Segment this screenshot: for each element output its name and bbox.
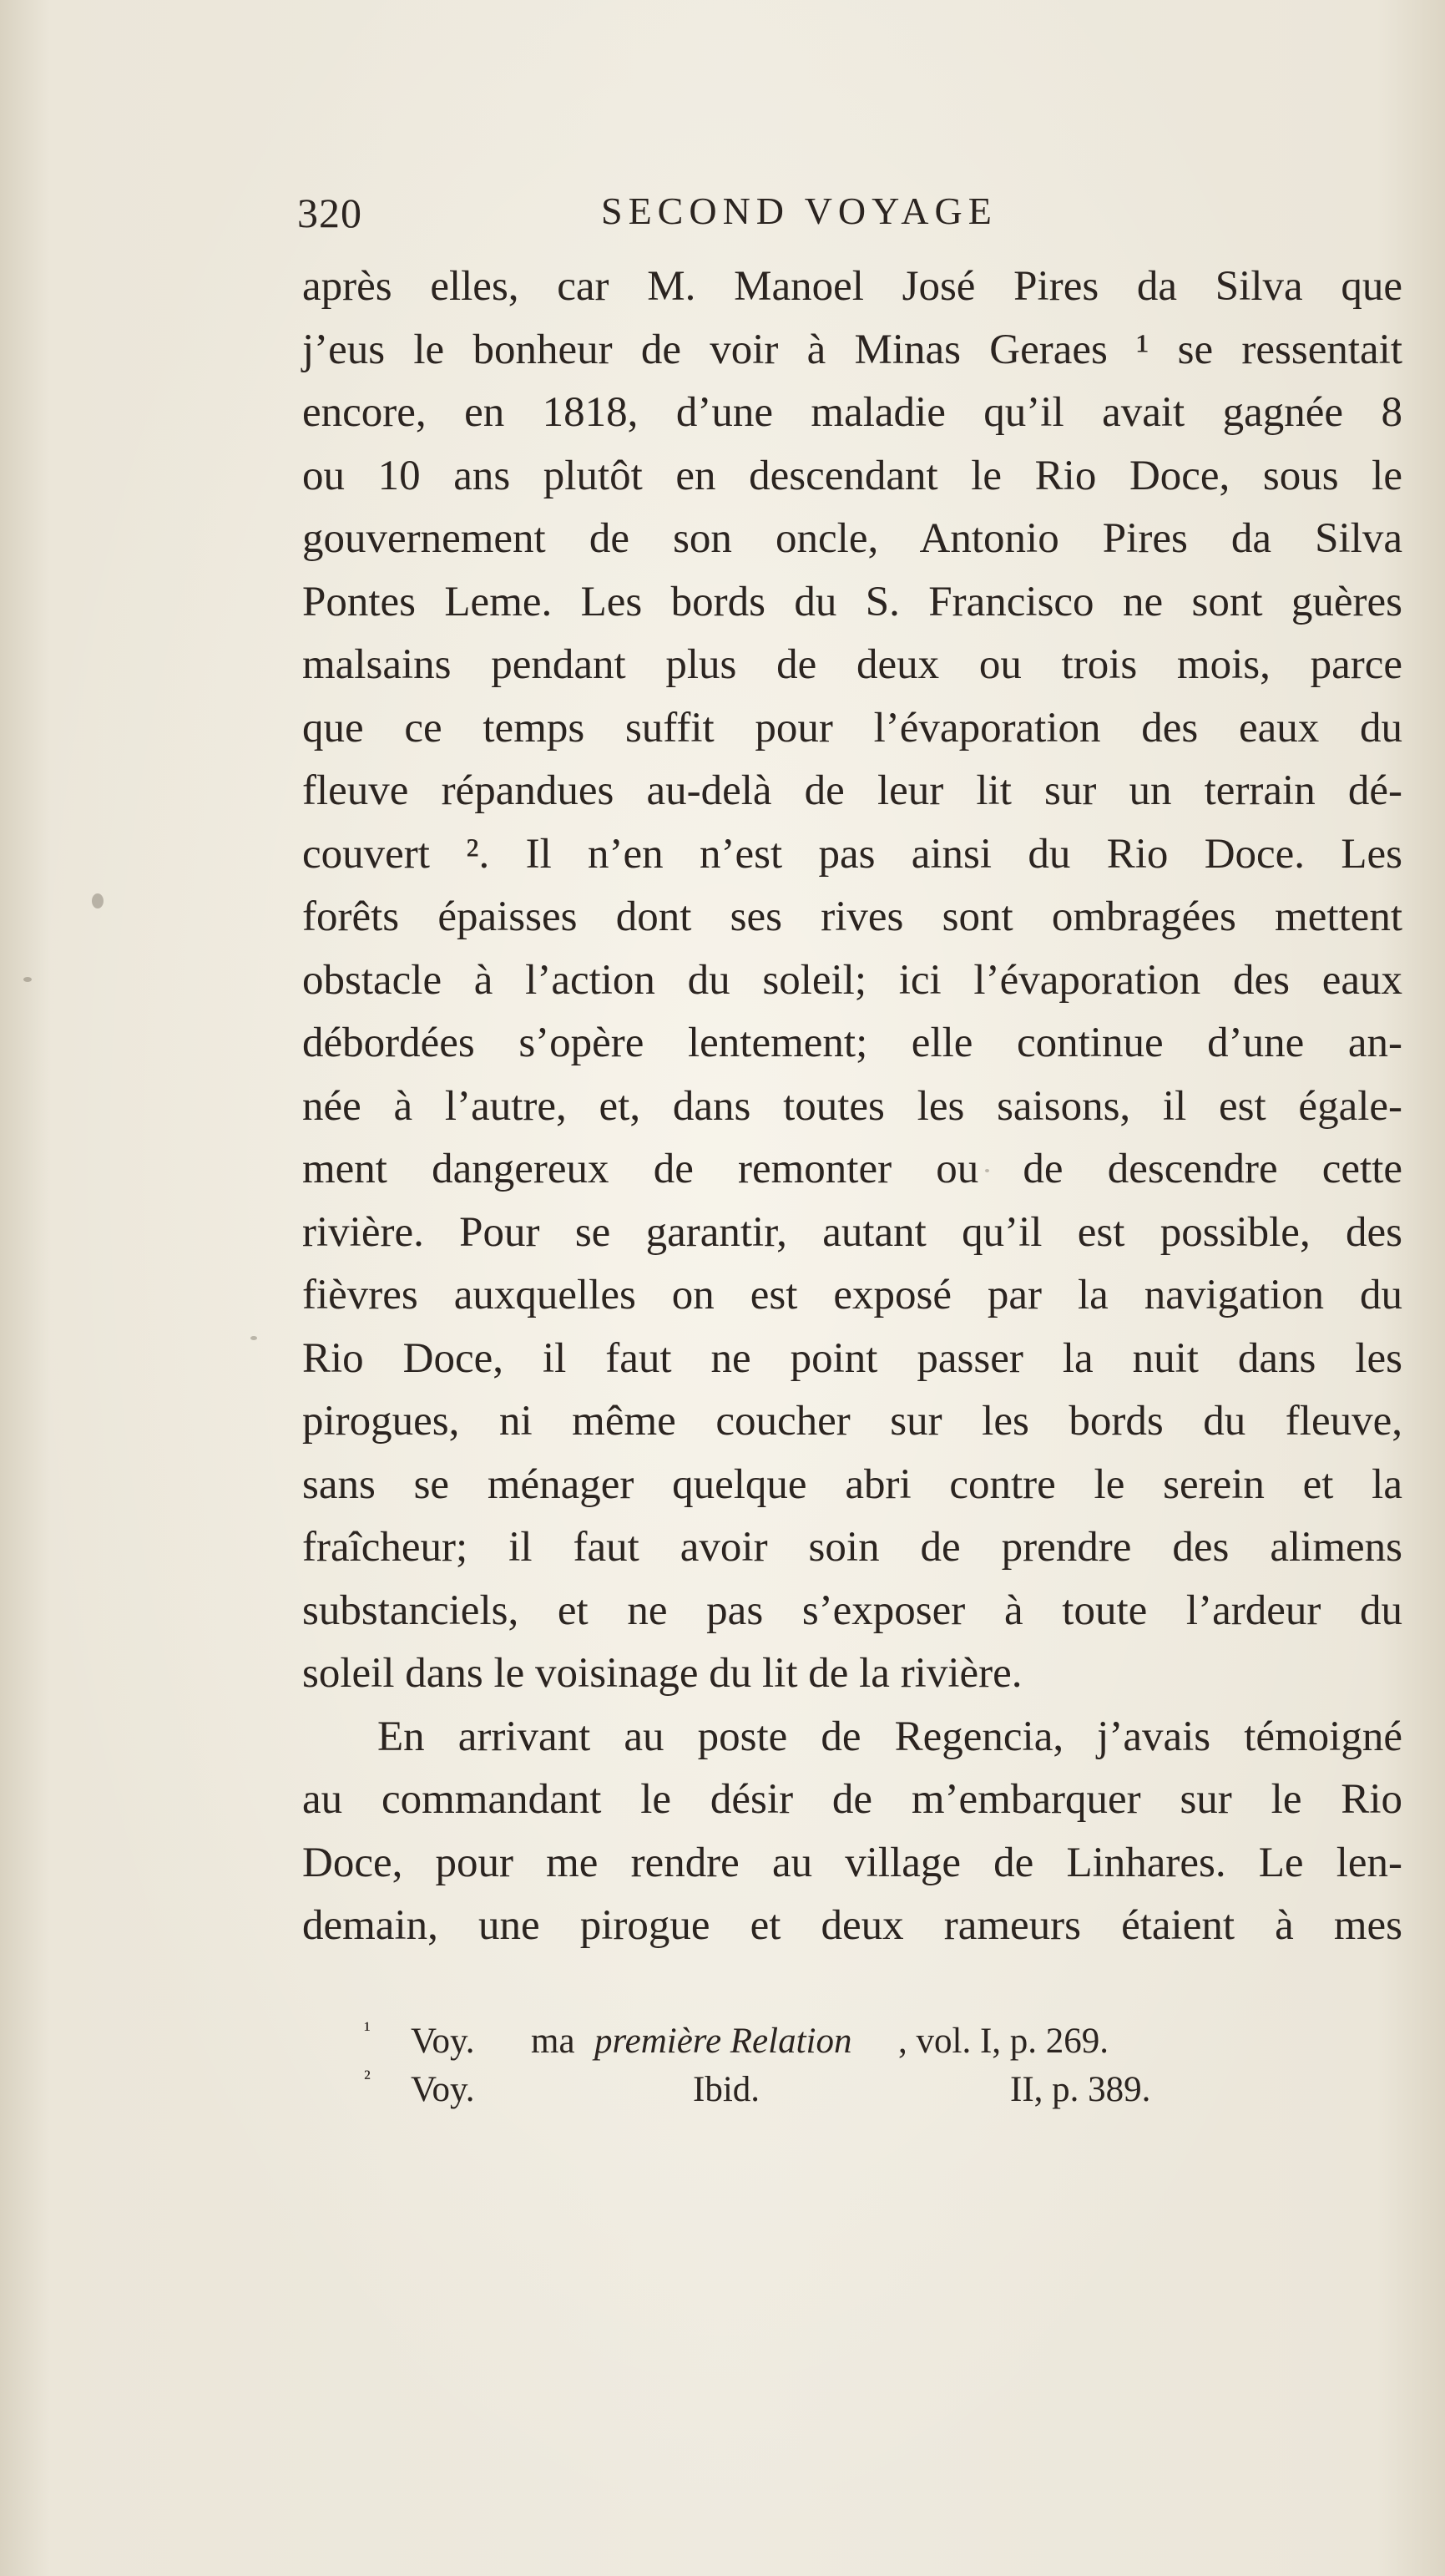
text-line: que ce temps suffit pour l’évaporation des eaux du (302, 704, 1402, 752)
footnote-mark: ² (364, 2066, 371, 2090)
text-line: soleil dans le voisinage du lit de la rivière. (302, 1650, 1023, 1697)
text-line: Doce, pour me rendre au village de Linhares. Le len- (302, 1839, 1402, 1886)
text-line: substanciels, et ne pas s’exposer à toute l’ardeur du (302, 1587, 1402, 1634)
text-line: fleuve répandues au-delà de leur lit sur un terrain dé- (302, 767, 1402, 814)
text-line: née à l’autre, et, dans toutes les saisons, il est égale- (302, 1082, 1402, 1130)
footnote-ma: ma (531, 2022, 575, 2061)
text-line: forêts épaisses dont ses rives sont ombragées mettent (302, 893, 1402, 940)
footnotes (364, 2017, 1274, 2118)
text-line: malsains pendant plus de deux ou trois mois, parce (302, 641, 1402, 688)
text-line: ou 10 ans plutôt en descendant le Rio Doce, sous le (302, 452, 1402, 499)
footnote-voy: Voy. (411, 2070, 475, 2109)
paper-speck (23, 977, 32, 982)
body-text (302, 256, 1402, 1958)
text-line: sans se ménager quelque abri contre le serein et la (302, 1460, 1402, 1508)
text-line: après elles, car M. Manoel José Pires da Silva que (302, 263, 1402, 310)
footnote-ibid: Ibid. (693, 2070, 760, 2109)
footnote-2 (364, 2066, 1274, 2118)
footnote-voy: Voy. (411, 2022, 475, 2061)
text-line: j’eus le bonheur de voir à Minas Geraes ¹ se ressentait (302, 326, 1402, 373)
page-number: 320 (297, 190, 362, 236)
footnote-ref: , vol. I, p. 269. (898, 2022, 1109, 2061)
text-line: couvert ². Il n’en n’est pas ainsi du Rio Doce. Les (302, 830, 1402, 878)
running-title: SECOND VOYAGE (601, 190, 998, 232)
paper-speck (985, 1169, 989, 1172)
text-line: demain, une pirogue et deux rameurs étaient à mes (302, 1902, 1402, 1949)
text-line: rivière. Pour se garantir, autant qu’il est possible, des (302, 1208, 1402, 1256)
text-line: encore, en 1818, d’une maladie qu’il avait gagnée 8 (302, 389, 1402, 436)
text-line: fièvres auxquelles on est exposé par la navigation du (302, 1272, 1402, 1318)
paper-speck (92, 893, 104, 908)
text-line: obstacle à l’action du soleil; ici l’évaporation des eaux (302, 956, 1402, 1004)
text-line: Pontes Leme. Les bords du S. Francisco ne sont guères (302, 578, 1402, 625)
footnote-ref: II, p. 389. (1010, 2070, 1151, 2109)
text-line: gouvernement de son oncle, Antonio Pires da Silva (302, 515, 1402, 562)
running-head (297, 185, 1124, 244)
text-line: pirogues, ni même coucher sur les bords du fleuve, (302, 1398, 1402, 1445)
text-line: ment dangereux de remonter ou de descendre cette (302, 1146, 1402, 1192)
footnote-title: première Relation (594, 2022, 852, 2061)
footnote-1 (364, 2017, 1274, 2069)
text-line: débordées s’opère lentement; elle continue d’une an- (302, 1020, 1402, 1066)
text-line: Rio Doce, il faut ne point passer la nuit dans les (302, 1334, 1402, 1382)
paper-speck (250, 1336, 257, 1340)
text-line: au commandant le désir de m’embarquer sur le Rio (302, 1776, 1402, 1823)
footnote-mark: ¹ (364, 2017, 371, 2042)
text-line: En arrivant au poste de Regencia, j’avais témoigné (377, 1713, 1402, 1760)
text-line: fraîcheur; il faut avoir soin de prendre des alimens (302, 1524, 1402, 1571)
